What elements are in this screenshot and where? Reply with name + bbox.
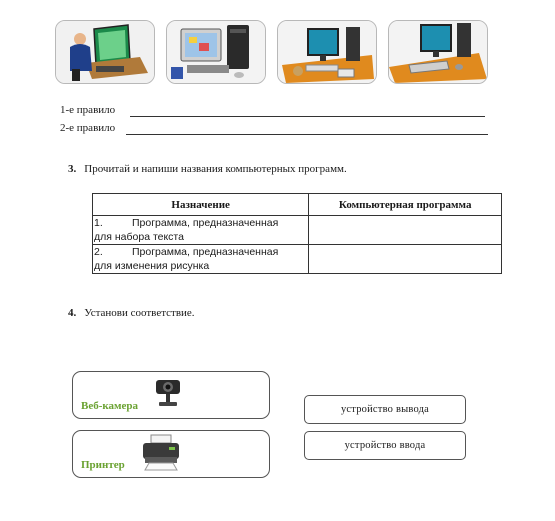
table-cell-purpose [93, 216, 309, 245]
purpose-line-1: Программа, предназначенная [132, 246, 279, 258]
workstation-desk-picture [388, 20, 488, 84]
rule-1-answer-line[interactable] [130, 116, 485, 117]
task-4-heading [68, 307, 195, 319]
device-type-output[interactable]: устройство вывода [304, 395, 466, 424]
person-at-computer-picture [55, 20, 155, 84]
table-row [93, 216, 502, 245]
programs-table [92, 193, 502, 274]
monitor-on-desk-picture [277, 20, 377, 84]
purpose-line-2: для изменения рисунка [94, 260, 210, 272]
webcam-icon [153, 376, 183, 410]
purpose-line-1: Программа, предназначенная [132, 217, 279, 229]
row-number: 2. [94, 246, 103, 258]
table-cell-answer[interactable] [309, 245, 502, 274]
row-number: 1. [94, 217, 103, 229]
desktop-computer-picture [166, 20, 266, 84]
table-header-program: Компьютерная программа [309, 194, 502, 216]
table-cell-answer[interactable] [309, 216, 502, 245]
task-3-text: Прочитай и напиши названия компьютерных программ. [84, 163, 347, 175]
table-cell-purpose [93, 245, 309, 274]
device-label-webcam: Веб-камера [81, 400, 139, 412]
table-header-purpose: Назначение [93, 194, 309, 216]
device-card-webcam[interactable] [72, 371, 270, 419]
rule-1-label: 1-е правило [60, 104, 116, 116]
table-row [93, 245, 502, 274]
task-4-text: Установи соответствие. [84, 307, 195, 319]
table-header-row [93, 194, 502, 216]
rule-2-answer-line[interactable] [126, 134, 488, 135]
task-3-number: 3. [68, 163, 77, 175]
task-3-heading [68, 163, 347, 175]
device-label-printer: Принтер [81, 459, 125, 471]
device-card-printer[interactable] [72, 430, 270, 478]
device-type-input[interactable]: устройство ввода [304, 431, 466, 460]
printer-icon [141, 433, 181, 471]
purpose-line-2: для набора текста [94, 231, 184, 243]
rule-2-label: 2-е правило [60, 122, 116, 134]
task-4-number: 4. [68, 307, 77, 319]
